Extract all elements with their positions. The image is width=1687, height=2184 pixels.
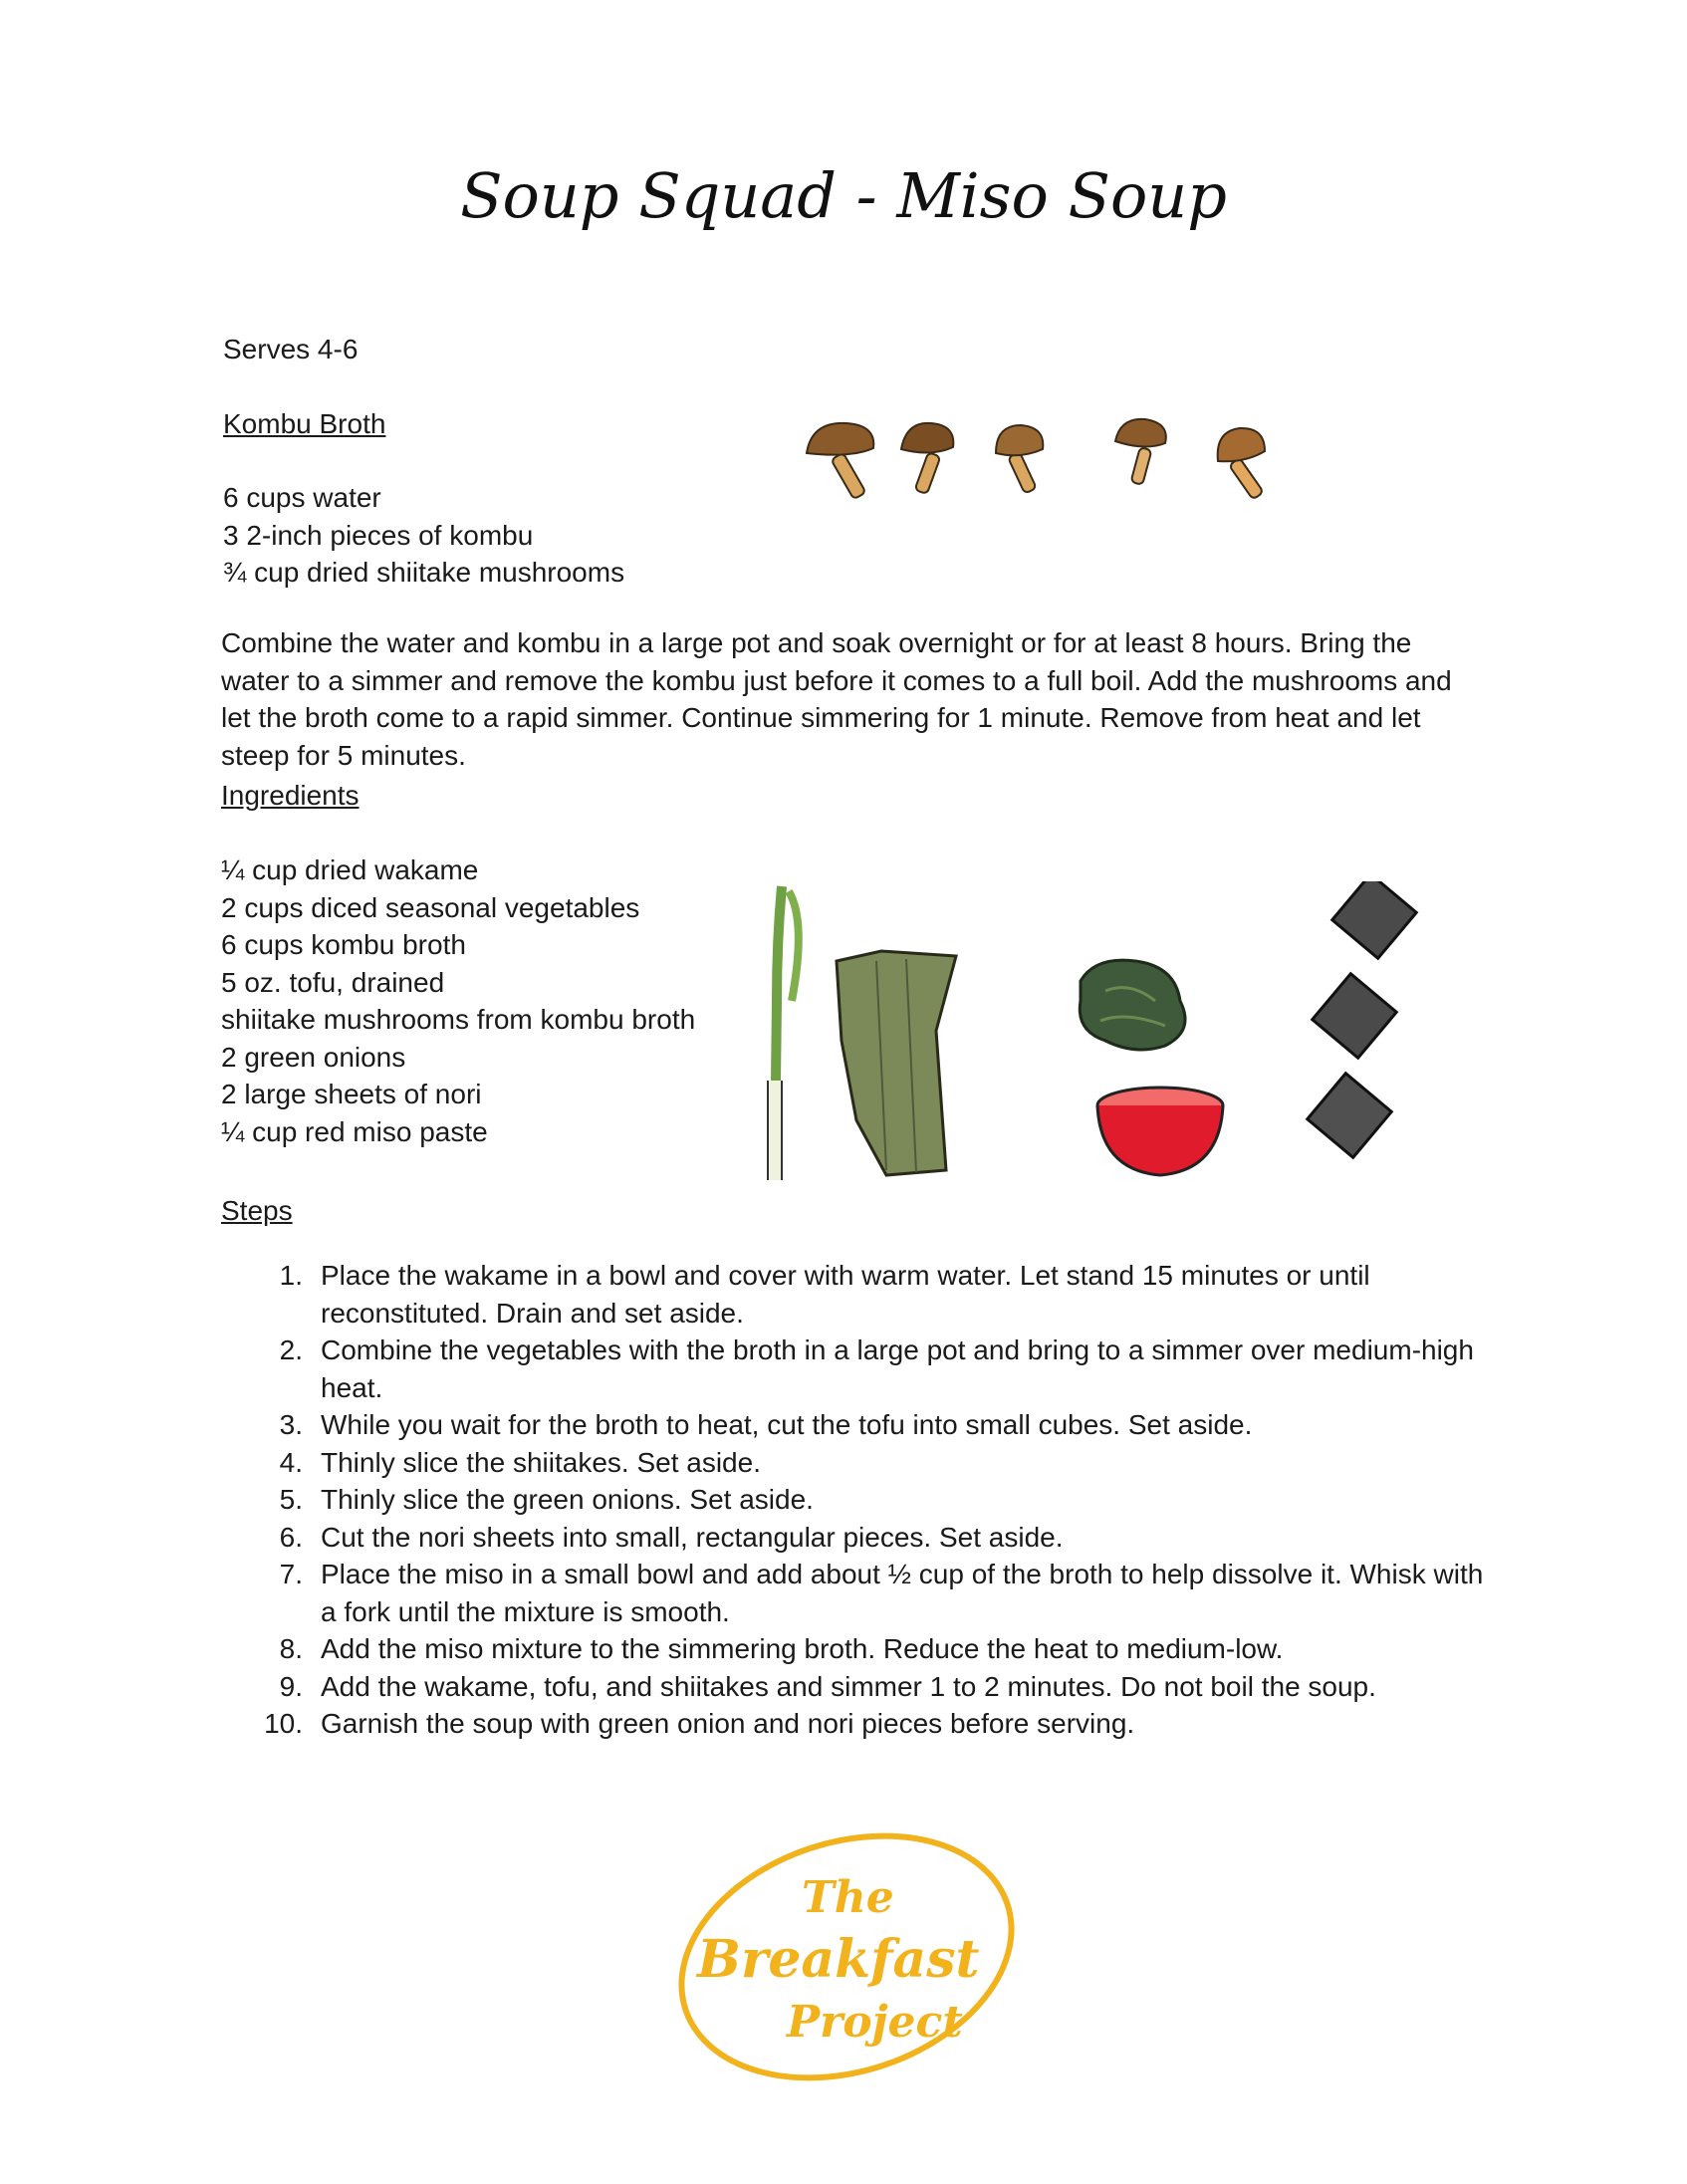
step-text: Thinly slice the green onions. Set aside. <box>321 1484 814 1515</box>
step-text: Thinly slice the shiitakes. Set aside. <box>321 1446 761 1478</box>
mushroom-icon <box>807 423 873 500</box>
list-item: 6 cups kombu broth <box>221 929 466 960</box>
nori-icon <box>1332 881 1417 958</box>
green-onion-icon <box>768 886 799 1180</box>
step-text: Add the wakame, tofu, and shiitakes and simmer 1 to 2 minutes. Do not boil the soup. <box>321 1670 1376 1702</box>
mushroom-icon <box>901 423 953 494</box>
kombu-broth-list <box>223 479 624 592</box>
step-text: Place the wakame in a bowl and cover with warm water. Let stand 15 minutes or until reconstituted. Drain and set aside. <box>321 1260 1370 1329</box>
instructions-text: Combine the water and kombu in a large pot and soak overnight or for at least 8 hours. Bring the water to a simmer and remove the kombu just before it comes to a full boil. Add the mushrooms and let the broth come to a rapid simmer. Continue simmering for 1 minute. Remove from heat and let steep for 5 minutes. <box>221 627 1452 771</box>
kombu-broth-instructions <box>221 624 1486 774</box>
list-item: 6 cups water <box>223 482 381 513</box>
breakfast-project-logo <box>637 1827 1056 2096</box>
logo-line-2: Breakfast <box>697 1929 980 1990</box>
steps-list <box>261 1257 1486 1743</box>
step-text: Cut the nori sheets into small, rectangular pieces. Set aside. <box>321 1521 1064 1553</box>
step-item <box>261 1556 1486 1630</box>
list-item: 3 2-inch pieces of kombu <box>223 519 534 551</box>
step-item <box>261 1630 1486 1668</box>
wakame-icon <box>1080 960 1185 1050</box>
step-text: Place the miso in a small bowl and add about ½ cup of the broth to help dissolve it. Whisk with a fork until the mixture is smooth. <box>321 1559 1484 1627</box>
steps-heading: Steps <box>221 1195 293 1226</box>
step-text: While you wait for the broth to heat, cut the tofu into small cubes. Set aside. <box>321 1409 1253 1440</box>
nori-icon <box>1308 1074 1392 1158</box>
step-number: 6. <box>279 1521 303 1553</box>
step-item <box>261 1257 1486 1332</box>
step-text: Combine the vegetables with the broth in a large pot and bring to a simmer over medium-high heat. <box>321 1335 1474 1403</box>
mushroom-icon <box>1218 428 1265 500</box>
page-title: Soup Squad - Miso Soup <box>460 159 1227 232</box>
step-text: Add the miso mixture to the simmering broth. Reduce the heat to medium-low. <box>321 1633 1284 1664</box>
nori-icon <box>1313 974 1397 1059</box>
step-item <box>261 1519 1486 1557</box>
step-number: 1. <box>279 1260 303 1291</box>
ingredients-illustration <box>737 881 1454 1190</box>
logo-line-3: Project <box>787 1997 963 2048</box>
list-item: ¾ cup dried shiitake mushrooms <box>223 557 625 588</box>
step-number: 4. <box>279 1446 303 1478</box>
list-item: ¼ cup dried wakame <box>221 854 479 885</box>
ingredients-heading: Ingredients <box>221 780 360 811</box>
shiitake-mushrooms-illustration <box>802 413 1290 523</box>
step-number: 7. <box>279 1559 303 1589</box>
step-item <box>261 1705 1486 1743</box>
mushroom-icon <box>996 425 1043 494</box>
serves-text: Serves 4-6 <box>223 334 359 364</box>
miso-bowl-icon <box>1097 1088 1223 1175</box>
list-item: 2 large sheets of nori <box>221 1079 482 1109</box>
step-item <box>261 1481 1486 1519</box>
logo-line-1: The <box>802 1872 894 1923</box>
list-item: 2 green onions <box>221 1041 406 1073</box>
step-number: 8. <box>279 1633 303 1664</box>
mushroom-icon <box>1115 419 1166 485</box>
step-text: Garnish the soup with green onion and nori pieces before serving. <box>321 1708 1135 1739</box>
step-item <box>261 1332 1486 1406</box>
ingredients-list <box>221 851 695 1150</box>
list-item: 5 oz. tofu, drained <box>221 966 445 998</box>
step-item <box>261 1668 1486 1706</box>
kombu-icon <box>837 951 956 1175</box>
step-number: 3. <box>279 1409 303 1440</box>
step-item <box>261 1444 1486 1482</box>
list-item: shiitake mushrooms from kombu broth <box>221 1004 696 1035</box>
list-item: ¼ cup red miso paste <box>221 1115 488 1147</box>
step-number: 10. <box>264 1708 303 1739</box>
step-number: 9. <box>279 1670 303 1702</box>
kombu-broth-heading: Kombu Broth <box>223 408 386 439</box>
step-number: 5. <box>279 1484 303 1515</box>
step-number: 2. <box>279 1335 303 1365</box>
step-item <box>261 1406 1486 1444</box>
list-item: 2 cups diced seasonal vegetables <box>221 891 640 923</box>
